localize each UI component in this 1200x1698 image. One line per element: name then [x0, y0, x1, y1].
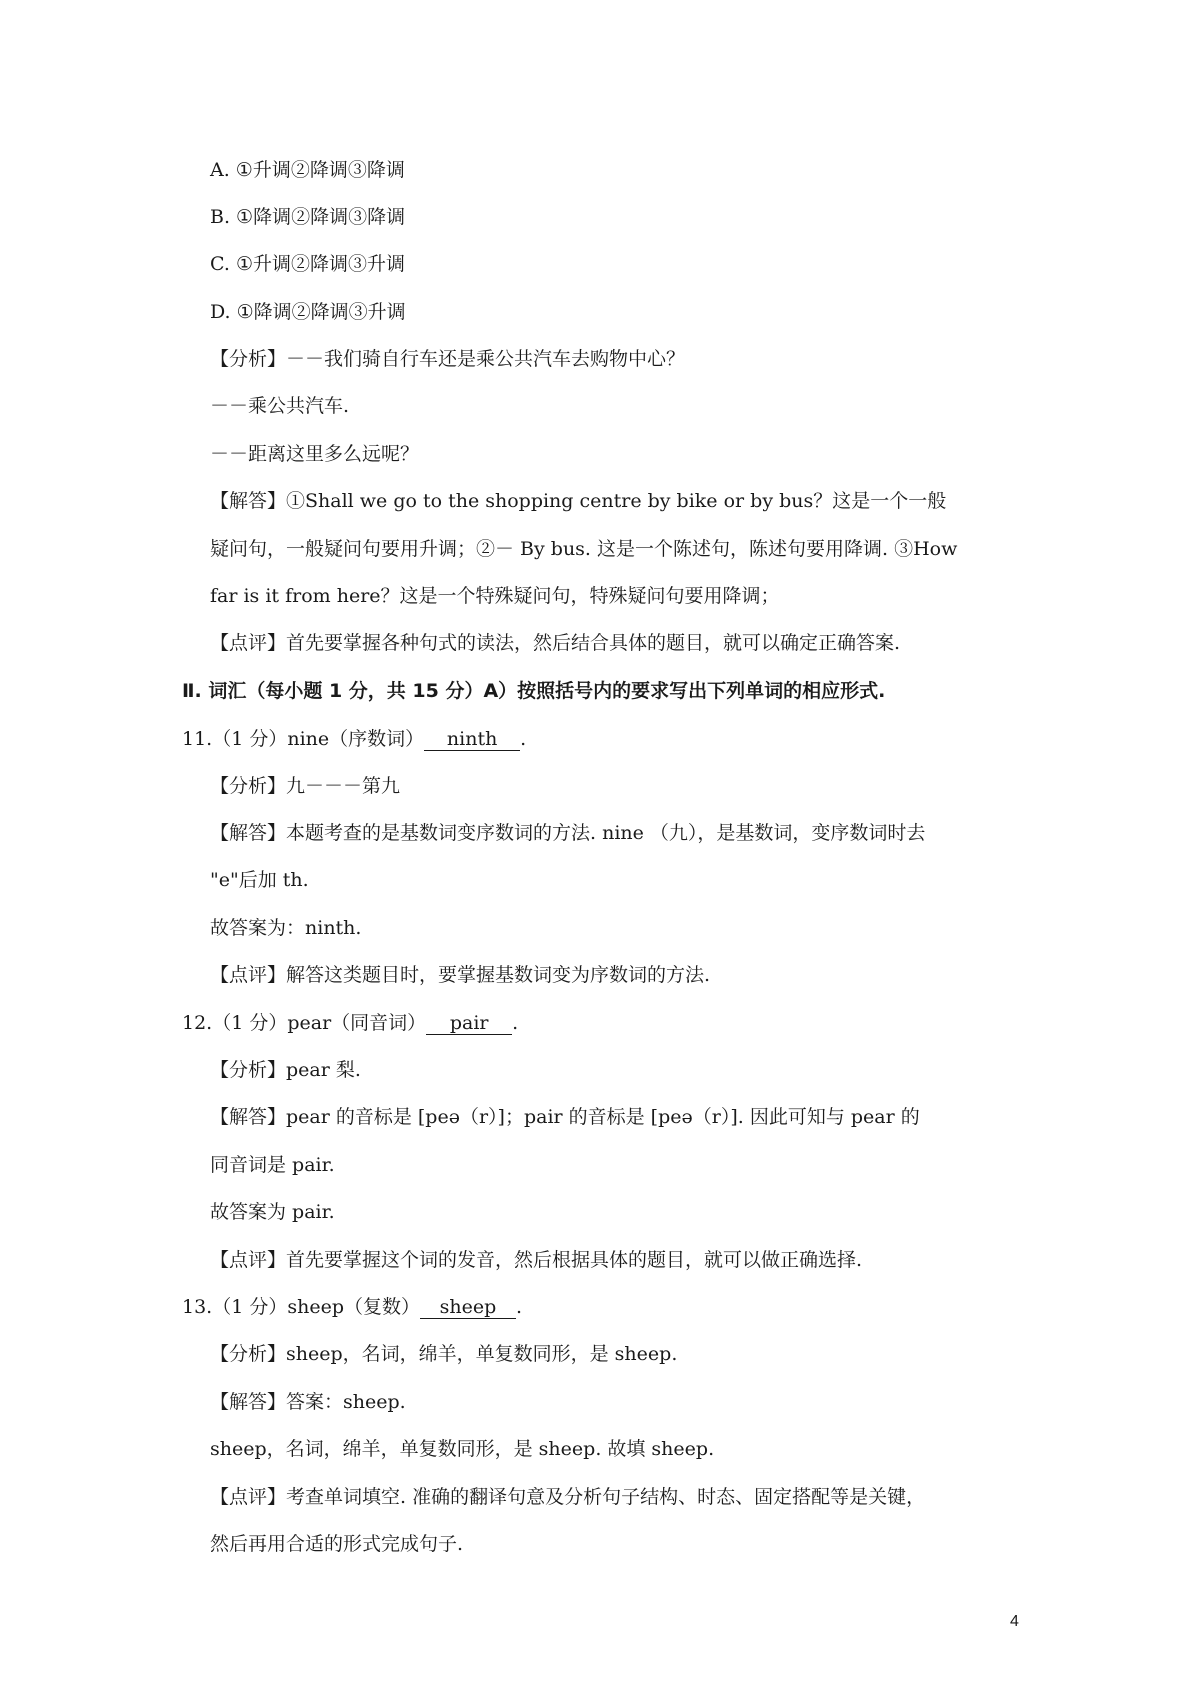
q12-stem	[182, 1011, 518, 1035]
q12-answer-blank: pair	[426, 1012, 512, 1035]
q11-result: 故答案为：ninth.	[210, 917, 362, 939]
section-title: Ⅱ. 词汇（每小题 1 分，共 15 分）A）按照括号内的要求写出下列单词的相应形式.	[182, 680, 886, 702]
q11-solution-line: "e"后加 th.	[210, 869, 309, 891]
q11-question: 11.（1 分）nine（序数词）	[182, 728, 425, 750]
q12-solution-line: 同音词是 pair.	[210, 1154, 335, 1176]
q12-end: .	[512, 1012, 519, 1034]
q12-solution: 【解答】pear 的音标是 [peə（r）]；pair 的音标是 [peə（r）]. 因此可知与 pear 的	[210, 1106, 920, 1128]
q12-question: 12.（1 分）pear（同音词）	[182, 1012, 427, 1034]
option-d: D. ①降调②降调③升调	[210, 301, 406, 323]
q13-analysis: 【分析】sheep，名词，绵羊，单复数同形，是 sheep.	[210, 1343, 678, 1365]
q13-question: 13.（1 分）sheep（复数）	[182, 1296, 420, 1318]
q13-solution: 【解答】答案：sheep.	[210, 1391, 406, 1413]
q11-analysis: 【分析】九－－－第九	[210, 775, 401, 797]
q12-comment: 【点评】首先要掌握这个词的发音，然后根据具体的题目，就可以做正确选择.	[210, 1249, 863, 1271]
q10-analysis-line: －－距离这里多么远呢？	[210, 443, 420, 465]
q11-answer-blank: ninth	[424, 728, 520, 751]
q13-answer-blank: sheep	[420, 1296, 516, 1319]
q13-solution-line: sheep，名词，绵羊，单复数同形，是 sheep. 故填 sheep.	[210, 1438, 715, 1460]
q13-end: .	[515, 1296, 523, 1318]
q11-comment: 【点评】解答这类题目时，要掌握基数词变为序数词的方法.	[210, 964, 711, 986]
page-number: 4	[1010, 1613, 1019, 1630]
q13-stem	[182, 1295, 522, 1319]
option-a: A. ①升调②降调③降调	[210, 159, 405, 181]
q11-end: .	[520, 728, 527, 750]
q11-stem	[182, 727, 526, 751]
option-c: C. ①升调②降调③升调	[210, 253, 405, 275]
q11-solution: 【解答】本题考查的是基数词变序数词的方法. nine （九），是基数词，变序数词时去	[210, 822, 926, 844]
q10-solution-line: far is it from here？这是一个特殊疑问句，特殊疑问句要用降调；	[210, 585, 780, 607]
q10-solution-line: 疑问句，一般疑问句要用升调；②－ By bus. 这是一个陈述句，陈述句要用降调. ③How	[210, 538, 958, 560]
q10-analysis: 【分析】－－我们骑自行车还是乘公共汽车去购物中心？	[210, 348, 686, 370]
q10-comment: 【点评】首先要掌握各种句式的读法，然后结合具体的题目，就可以确定正确答案.	[210, 632, 901, 654]
q10-solution: 【解答】①Shall we go to the shopping centre by bike or by bus？这是一个一般	[210, 490, 947, 512]
q12-analysis: 【分析】pear 梨.	[210, 1059, 361, 1081]
option-b: B. ①降调②降调③降调	[210, 206, 406, 228]
q12-result: 故答案为 pair.	[210, 1201, 335, 1223]
q13-comment: 【点评】考查单词填空. 准确的翻译句意及分析句子结构、时态、固定搭配等是关键，	[210, 1486, 926, 1508]
q13-comment-line: 然后再用合适的形式完成句子.	[210, 1533, 464, 1555]
q10-analysis-line: －－乘公共汽车.	[210, 395, 350, 417]
